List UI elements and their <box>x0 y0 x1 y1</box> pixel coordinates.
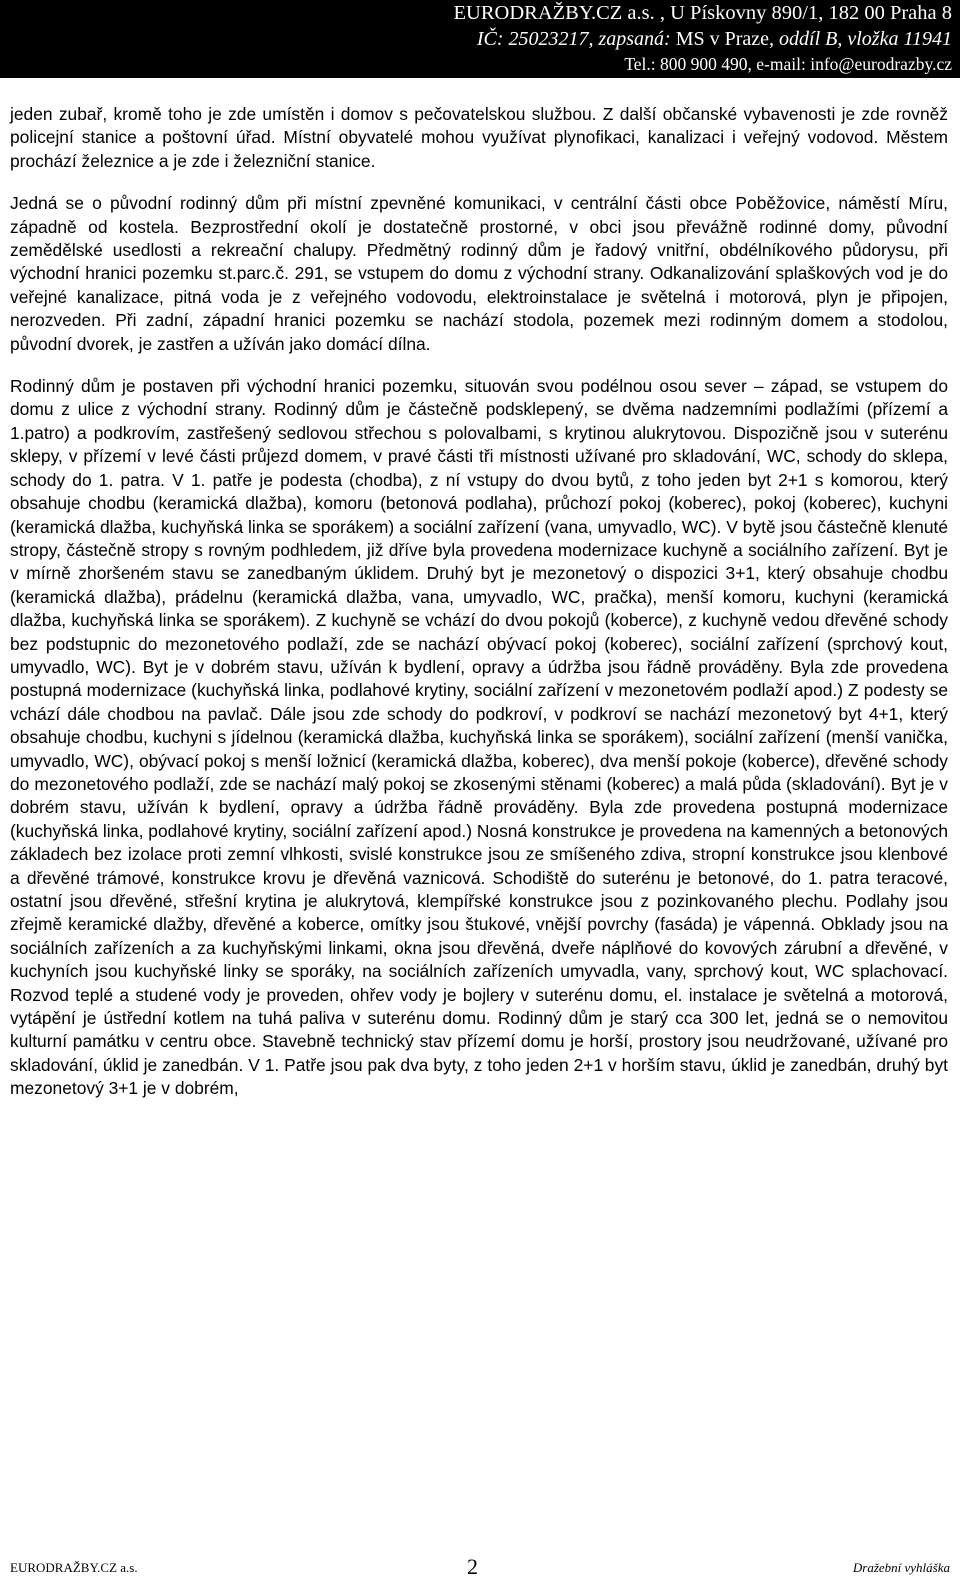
registration-suffix: , oddíl B, vložka 11941 <box>769 28 952 50</box>
registration-court: MS v Praze <box>675 28 770 50</box>
paragraph: Rodinný dům je postaven při východní hranici pozemku, situován svou podélnou osou sever – západ, se vstupem do domu z ulice z východní strany. Rodinný dům je částečně podsklepený, se dvěma nadzemními podlažími (přízemí a 1.patro) a podkrovím, zastřešený sedlovou střechou s polovalbami, s krytinou alukrytovou. Dispozičně jsou v suterénu sklepy, v přízemí v levé části průjezd domem, v pravé části tři místnosti užívané pro skladování, WC, schody do sklepa, schody do 1. patra. V 1. patře je podesta (chodba), z ní vstupy do dvou bytů, z toho jeden byt 2+1 s komorou, který obsahuje chodbu (keramická dlažba), komoru (betonová podlaha), průchozí pokoj (koberec), pokoj (koberec), kuchyni (keramická dlažba, kuchyňská linka se sporákem) a sociální zařízení (vana, umyvadlo, WC). V bytě jsou částečně klenuté stropy, částečně stropy s rovným podhledem, již dříve byla provedena modernizace kuchyně a sociálního zařízení. Byt je v mírně zhoršeném stavu se zanedbaným úklidem. Druhý byt je mezonetový o dispozici 3+1, který obsahuje chodbu (keramická dlažba), prádelnu (keramická dlažba, vana, umyvadlo, WC, pračka), menší komoru, kuchyni (keramická dlažba, kuchyňská linka se sporákem). Z kuchyně se vchází do dvou pokojů (koberce), z kuchyně vedou dřevěné schody bez podstupnic do mezonetového podlaží, zde se nachází obývací pokoj (koberec), sociální zařízení (sprchový kout, umyvadlo, WC). Byt je v dobrém stavu, užíván k bydlení, opravy a údržba jsou řádně prováděny. Byla zde provedena postupná modernizace (kuchyňská linka, podlahové krytiny, sociální zařízení v mezonetovém podlaží apod.) Z podesty se vchází dále chodbou na pavlač. Dále jsou zde schody do podkroví, v podkroví se nachází mezonetový byt 4+1, který obsahuje chodbu, kuchyni s jídelnou (keramická dlažba, kuchyňská linka se sporákem), sociální zařízení (menší vanička, umyvadlo, WC), obývací pokoj s menší ložnicí (keramická dlažba, koberec), dva menší pokoje (koberce), dřevěné schody do mezonetového podlaží, zde se nachází malý pokoj se zkosenými stěnami (koberec) a malá půda (skladování). Byt je v dobrém stavu, užíván k bydlení, opravy a údržba řádně prováděny. Byla zde provedena postupná modernizace (kuchyňská linka, podlahové krytiny, sociální zařízení apod.) Nosná konstrukce je provedena na kamenných a betonových základech bez izolace proti zemní vlhkosti, svislé konstrukce jsou ze smíšeného zdiva, stropní konstrukce jsou klenbové a dřevěné trámové, konstrukce krovu je dřevěná vaznicová. Schodiště do suterénu je betonové, do 1. patra teracové, ostatní jsou dřevěné, střešní krytina je alukrytová, klempířské konstrukce jsou z pozinkovaného plechu. Podlahy jsou zřejmě keramické dlažby, dřevěné a koberce, omítky jsou štukové, vnější povrchy (fasáda) je vápenná. Obklady jsou na sociálních zařízeních a za kuchyňskými linkami, okna jsou dřevěná, dveře náplňové do kovových zárubní a dřevěné, v kuchyních jsou kuchyňské linky se sporáky, na sociálních zařízeních umyvadla, vany, sprchový kout, WC splachovací. Rozvod teplé a studené vody je proveden, ohřev vody je bojlery v suterénu domu, el. instalace je světelná a motorová, vytápění je ústřední kotlem na tuhá paliva v suterénu domu. Rodinný dům je starý cca 300 let, jedná se o nemovitou kulturní památku v centru obce. Stavebně technický stav přízemí domu je horší, prostory jsou neudržované, užívané pro skladování, úklid je zanedbán. V 1. Patře jsou pak dva byty, z toho jeden 2+1 v horším stavu, úklid je zanedbán, druhý byt mezonetový 3+1 je v dobrém, <box>10 376 948 1099</box>
letterhead <box>0 0 960 78</box>
page-number: 2 <box>467 1554 478 1579</box>
company-registration <box>477 28 952 51</box>
document-body <box>10 103 948 1101</box>
registration-prefix: IČ: 25023217, zapsaná: <box>476 28 676 50</box>
paragraph: Jedná se o původní rodinný dům při místní zpevněné komunikaci, v centrální části obce Poběžovice, náměstí Míru, západně od kostela. Bezprostřední okolí je dostatečně prostorné, v obci jsou převážně rodinné domy, původní zemědělské usedlosti a rekreační chalupy. Předmětný rodinný dům je řadový vnitřní, obdélníkového půdorysu, při východní hranici pozemku st.parc.č. 291, se vstupem do domu z východní strany. Odkanalizování splaškových vod je do veřejné kanalizace, pitná voda je z veřejného vodovodu, elektroinstalace je světelná i motorová, plyn je připojen, nerozveden. Při zadní, západní hranici pozemku se nachází stodola, pozemek mezi rodinným domem a stodolou, původní dvorek, je zastřen a užíván jako domácí dílna. <box>10 193 948 354</box>
company-name-address: EURODRAŽBY.CZ a.s. , U Pískovny 890/1, 182 00 Praha 8 <box>453 2 952 24</box>
company-contact: Tel.: 800 900 490, e-mail: info@eurodrazby.cz <box>624 54 952 74</box>
paragraph: jeden zubař, kromě toho je zde umístěn i domov s pečovatelskou službou. Z další občanské vybavenosti je zde rovněž policejní stanice a poštovní úřad. Místní obyvatelé mohou využívat plynofikaci, kanalizaci i veřejný vodovod. Městem prochází železnice a je zde i železniční stanice. <box>10 104 948 171</box>
page-footer <box>0 1552 960 1581</box>
footer-document-title: Dražební vyhláška <box>852 1560 950 1575</box>
footer-company: EURODRAŽBY.CZ a.s. <box>10 1560 138 1575</box>
